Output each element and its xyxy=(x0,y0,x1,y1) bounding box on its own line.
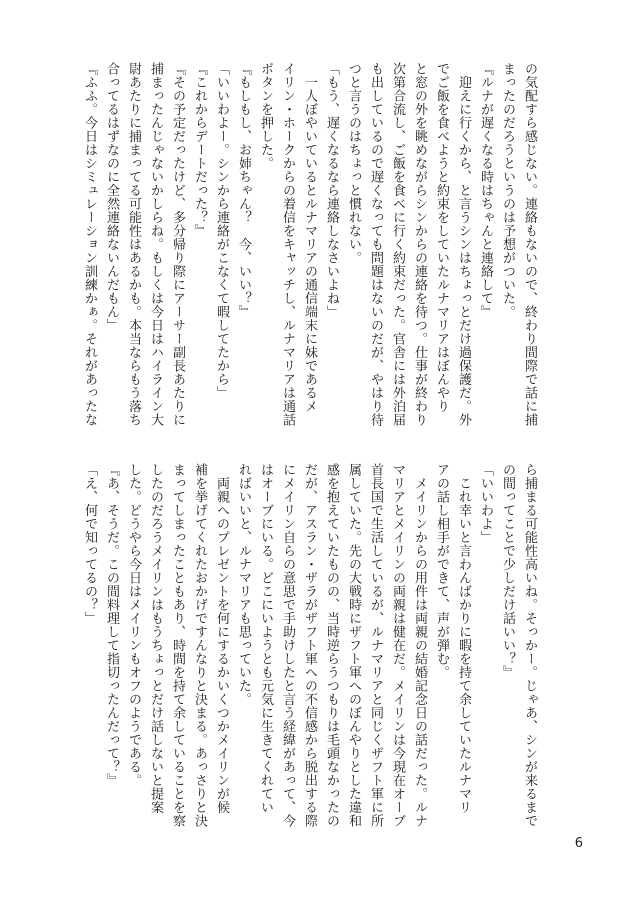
text-line: 「いいわよー。シンから連絡がこなくて暇してたから」 xyxy=(214,62,229,400)
text-line: した。どうやら今日はメイリンもオフのようである。 xyxy=(126,463,141,787)
text-line: 『ふふ。今日はシミュレーション訓練かぁ。それがあったな xyxy=(82,62,97,427)
text-line: これ幸いと言わんばかりに暇を持て余していたルナマリ xyxy=(456,463,471,814)
text-line: と窓の外を眺めながらシンからの連絡を待つ。仕事が終わり xyxy=(412,62,427,427)
text-line: 一人ぼやいているとルナマリアの通信端末に妹であるメ xyxy=(302,62,317,413)
text-line: 『あ、そうだ。この間料理して指切ったんだって？』 xyxy=(104,463,119,787)
text-line: 『もしもし、お姉ちゃん？ 今、いい？』 xyxy=(236,62,251,319)
text-line: 補を挙げてくれたおかげですんなりと決まる。あっさりと決 xyxy=(192,463,207,828)
text-line: 尉あたりに捕まってる可能性はあるかも。本当ならもう落ち xyxy=(126,62,141,427)
text-line: ボタンを押した。 xyxy=(258,62,273,170)
text-line: イリン・ホークからの着信をキャッチし、ルナマリアは通話 xyxy=(280,62,295,427)
text-line: の気配すら感じない。連絡もないので、終わり間際で話に捕 xyxy=(522,62,537,427)
text-line: 「え、何で知ってるの？」 xyxy=(82,463,97,625)
text-block-bottom xyxy=(82,463,540,838)
text-line: まってしまったこともあり、時間を持て余していることを察 xyxy=(170,463,185,828)
text-line: 次第合流し、ご飯を食べに行く約束だった。官舎には外泊届 xyxy=(390,62,405,427)
text-line: 両親へのプレゼントを何にするかいくつかメイリンが候 xyxy=(214,463,229,814)
text-line: メイリンからの用件は両親の結婚記念日の話だった。ルナ xyxy=(412,463,427,828)
text-line: 首長国で生活しているが、ルナマリアと同じくザフト軍に所 xyxy=(368,463,383,828)
text-line: マリアとメイリンの両親は健在だ。メイリンは今現在オーブ xyxy=(390,463,405,828)
text-line: の間ってことで少しだけ話いい？』 xyxy=(500,463,515,679)
text-block-top xyxy=(82,62,540,437)
text-line: にメイリン自らの意思で手助けしたと言う経緯があって、今 xyxy=(280,463,295,828)
text-line: も出しているので遅くなっても問題はないのだが、やはり待 xyxy=(368,62,383,427)
text-line: 合ってるはずなのに全然連絡ないんだもん」 xyxy=(104,62,119,332)
text-line: ら捕まる可能性高いね。そっかー。じゃあ、シンが来るまで xyxy=(522,463,537,828)
text-line: つと言うのはちょっと慣れない。 xyxy=(346,62,361,265)
text-line: 捕まったんじゃないかしらね。もしくは今日はハイライン大 xyxy=(148,62,163,427)
text-line: アの話し相手ができて、声が弾む。 xyxy=(434,463,449,679)
text-line: 『その予定だったけど、多分帰り際にアーサー副長あたりに xyxy=(170,62,185,427)
text-line: まったのだろうというのは予想がついた。 xyxy=(500,62,515,319)
text-line: 「もう、遅くなるなら連絡しなさいよね」 xyxy=(324,62,339,319)
text-line: 「いいわよ」 xyxy=(478,463,493,544)
text-line: 迎えに行くから、と言うシンはちょっとだけ過保護だ。外 xyxy=(456,62,471,427)
text-line: 『ルナが遅くなる時はちゃんと連絡して』 xyxy=(478,62,493,319)
text-line: だが、アスラン・ザラがザフト軍への不信感から脱出する際 xyxy=(302,463,317,828)
text-line: 属していた。先の大戦時にザフト軍へのぼんやりとした違和 xyxy=(346,463,361,828)
text-line: ればいいと、ルナマリアも思っていた。 xyxy=(236,463,251,706)
text-line: 感を抱えていたものの、当時逆らうつもりは毛頭なかったの xyxy=(324,463,339,828)
text-line: でご飯を食べようと約束をしていたルナマリアはぼんやり xyxy=(434,62,449,413)
page-number: 6 xyxy=(574,836,583,851)
text-line: 『これからデートだった？』 xyxy=(192,62,207,238)
text-line: はオーブにいる。どこにいようとも元気に生きてくれてい xyxy=(258,463,273,814)
text-line: したのだろうメイリンはもうちょっとだけ話しないと提案 xyxy=(148,463,163,814)
